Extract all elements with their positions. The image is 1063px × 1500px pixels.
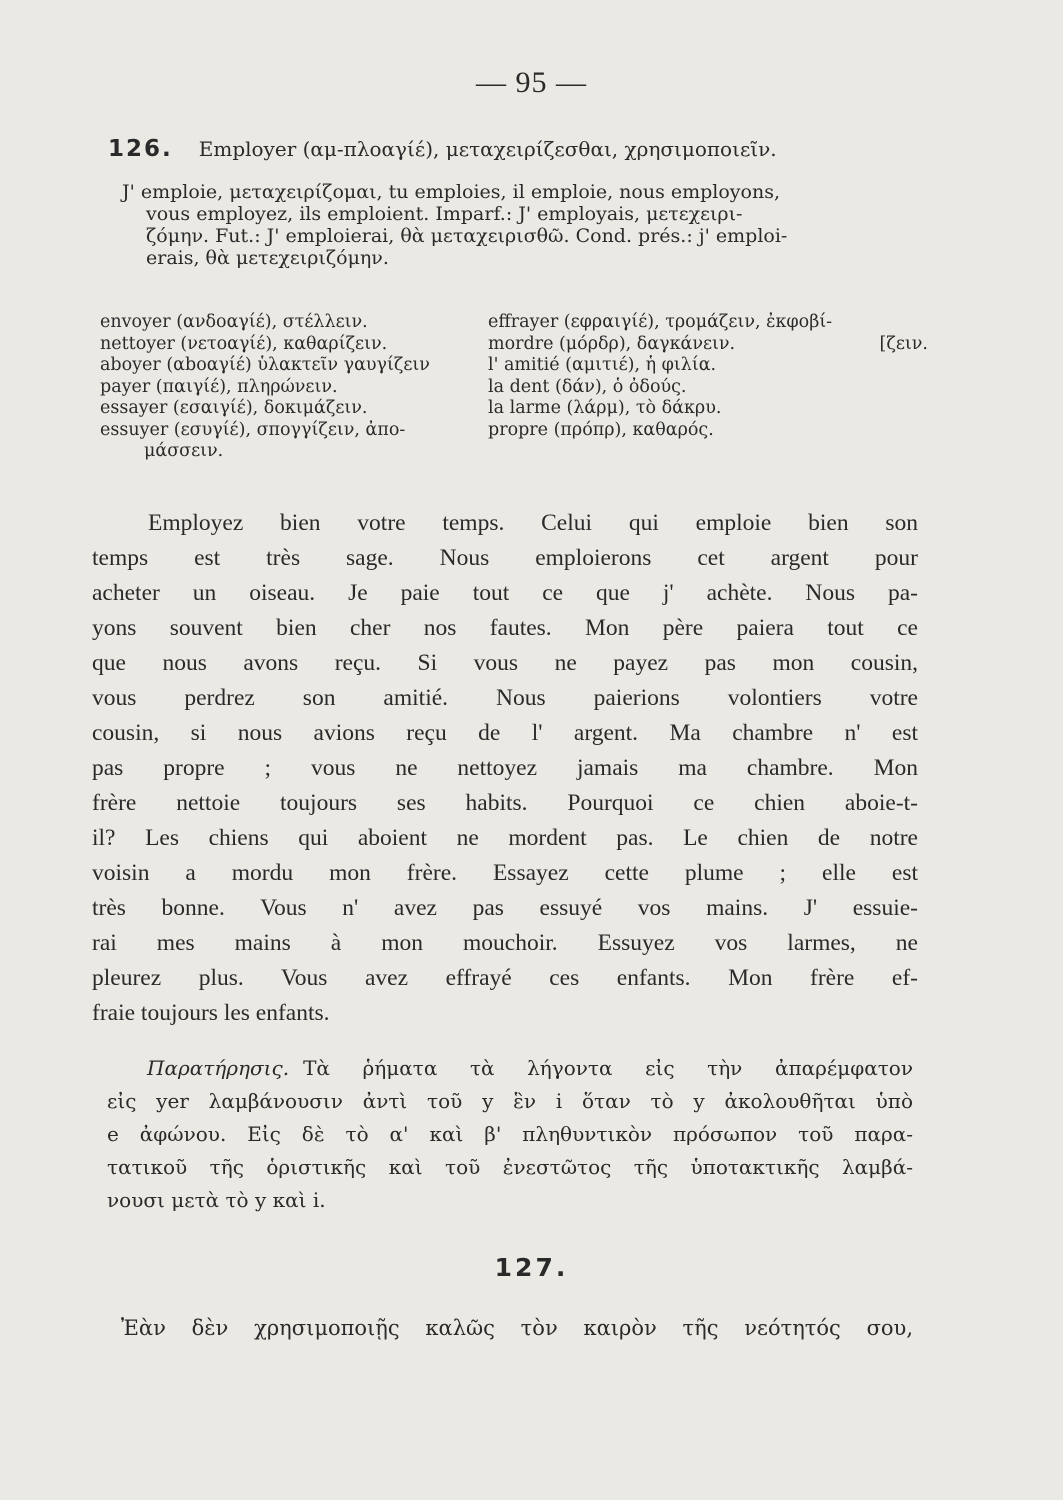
note-heading: Παρατήρησις. (147, 1056, 290, 1080)
vocabulary-list (100, 312, 940, 482)
exercise-line: frère nettoie toujours ses habits. Pourquoi ce chien aboie-t- (92, 790, 918, 816)
vocabulary-entry: payer (παιγίέ), πληρώνειν. (100, 376, 338, 397)
note-line (107, 1052, 913, 1085)
exercise-line: voisin a mordu mon frère. Essayez cette plume ; elle est (92, 860, 918, 886)
exercise-line: rai mes mains à mon mouchoir. Essuyez vos larmes, ne (92, 930, 918, 956)
vocabulary-entry: aboyer (αboαγίέ) ὑλακτεῖν γαυγίζειν (100, 355, 430, 375)
note-text: Τὰ ῥήματα τὰ λήγοντα εἰς τὴν ἀπαρέμφατον (303, 1056, 913, 1080)
note-line: e ἀφώνου. Εἰς δὲ τὸ α' καὶ β' πληθυντικὸν πρόσωπον τοῦ παρα- (107, 1122, 913, 1146)
next-lesson-number: 127. (494, 1253, 569, 1282)
vocabulary-entry: mordre (μόρδρ), δαγκάνειν. (488, 333, 736, 354)
vocabulary-continuation: [ζειν. (879, 333, 928, 354)
exercise-paragraph (92, 506, 918, 1031)
exercise-line: pleurez plus. Vous avez effrayé ces enfants. Mon frère ef- (92, 965, 918, 991)
vocabulary-entry-row (488, 334, 938, 356)
exercise-line: que nous avons reçu. Si vous ne payez pas mon cousin, (92, 650, 918, 676)
note-line: εἰς yer λαμβάνουσιν ἀντὶ τοῦ y ἓν i ὅταν τὸ y ἀκολουθῆται ὑπὸ (107, 1089, 913, 1113)
exercise-line: fraie toujours les enfants. (92, 1000, 330, 1026)
vocabulary-entry: envoyer (ανδοαγίέ), στέλλειν. (100, 312, 368, 332)
conjugation-line: J' emploie, μεταχειρίζομαι, tu emploies, il emploie, nous employons, (122, 181, 780, 203)
vocabulary-entry: la larme (λάρμ), τὸ δάκρυ. (488, 398, 722, 418)
vocabulary-column-left (100, 312, 490, 463)
exercise-line: il? Les chiens qui aboient ne mordent pas. Le chien de notre (92, 825, 918, 851)
conjugation-line: erais, θὰ μετεχειριζόμην. (146, 247, 389, 269)
vocabulary-entry: propre (πρόπρ), καθαρός. (488, 419, 714, 440)
exercise-line: pas propre ; vous ne nettoyez jamais ma chambre. Mon (92, 755, 918, 781)
grammar-note (107, 1052, 913, 1217)
lesson-number: 126. (108, 136, 173, 162)
exercise-line: acheter un oiseau. Je paie tout ce que j' achète. Nous pa- (92, 580, 918, 606)
note-line: νουσι μετὰ τὸ y καὶ i. (107, 1188, 326, 1212)
vocabulary-entry: μάσσειν. (144, 441, 224, 461)
exercise-line: très bonne. Vous n' avez pas essuyé vos mains. J' essuie- (92, 895, 918, 921)
next-lesson-first-line: Ἐὰν δὲν χρησιμοποιῇς καλῶς τὸν καιρὸν τῆς νεότητός σου, (121, 1316, 913, 1340)
exercise-line: Employez bien votre temps. Celui qui emploie bien son (148, 510, 918, 536)
conjugation-line: ζόμην. Fut.: J' emploierai, θὰ μεταχειρισθῶ. Cond. prés.: j' emploi- (146, 225, 788, 247)
conjugation-line: vous employez, ils emploient. Imparf.: J' employais, μετεχειρι- (146, 203, 743, 225)
exercise-line: cousin, si nous avions reçu de l' argent. Ma chambre n' est (92, 720, 918, 746)
exercise-line: yons souvent bien cher nos fautes. Mon père paiera tout ce (92, 615, 918, 641)
vocabulary-entry: essayer (εσαιγίέ), δοκιμάζειν. (100, 398, 368, 418)
vocabulary-entry: nettoyer (νετοαγίέ), καθαρίζειν. (100, 333, 388, 354)
lesson-title: Employer (αμ-πλοαγίέ), μεταχειρίζεσθαι, χρησιμοποιεῖν. (198, 137, 777, 161)
exercise-line: temps est très sage. Nous emploierons cet argent pour (92, 545, 918, 571)
page-number: — 95 — (476, 66, 587, 99)
exercise-line: vous perdrez son amitié. Nous paierions volontiers votre (92, 685, 918, 711)
lesson-header (108, 136, 928, 162)
vocabulary-entry: la dent (δάν), ὁ ὀδούς. (488, 376, 687, 397)
vocabulary-entry: effrayer (εφραιγίέ), τρομάζειν, ἐκφοβί- (488, 312, 833, 332)
vocabulary-column-right (488, 312, 938, 441)
conjugation-block (122, 181, 922, 269)
vocabulary-entry: essuyer (εσυγίέ), σπογγίζειν, ἀπο- (100, 419, 406, 440)
vocabulary-entry: l' amitié (αμιτιέ), ἡ φιλία. (488, 355, 717, 375)
note-line: τατικοῦ τῆς ὁριστικῆς καὶ τοῦ ἐνεστῶτος τῆς ὑποτακτικῆς λαμβά- (107, 1155, 913, 1179)
